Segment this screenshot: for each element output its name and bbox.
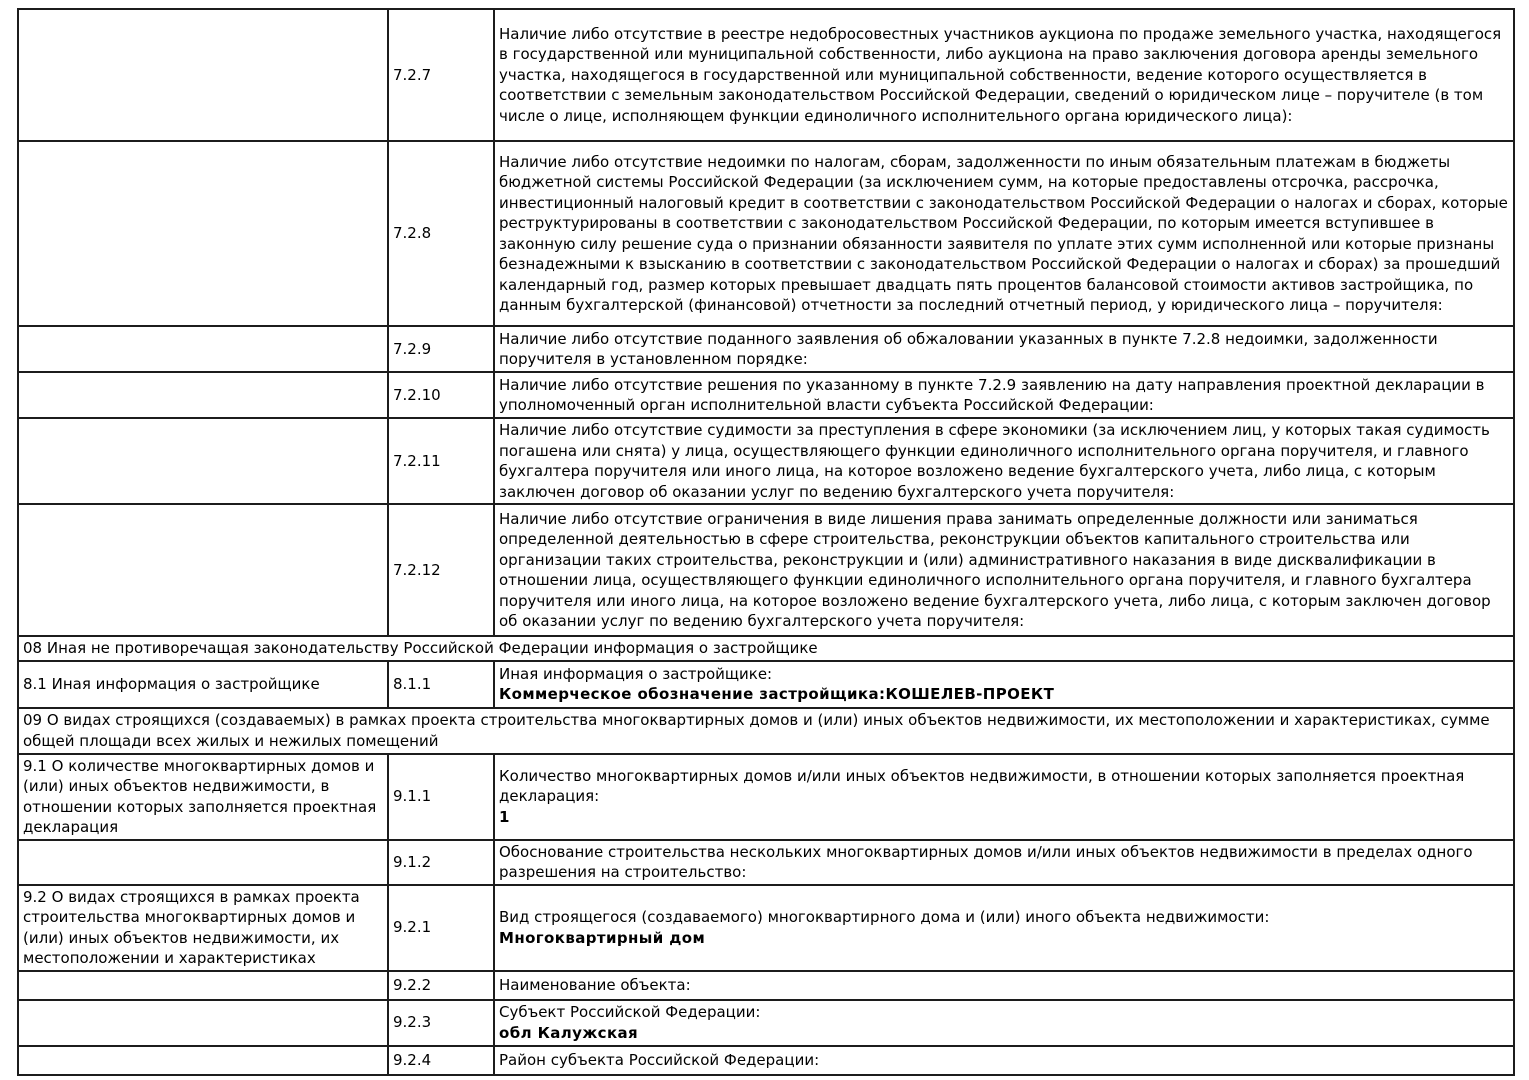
row-label-text: Субъект Российской Федерации: [499,1003,761,1021]
row-number: 7.2.10 [388,372,494,418]
row-label [494,885,1514,971]
table-row [18,418,1514,504]
row-label [494,840,1514,885]
row-label [494,661,1514,708]
table-row [18,971,1514,1000]
row-label-text: Количество многоквартирных домов и/или иных объектов недвижимости, в отношении которых заполняется проектная декларация: [499,766,1465,806]
row-number: 9.2.2 [388,971,494,1000]
row-label [494,372,1514,418]
category-cell [18,971,388,1000]
row-value: Многоквартирный дом [499,928,706,947]
row-label-text: Наименование объекта: [499,975,691,994]
row-value: Коммерческое обозначение застройщика:КОШЕЛЕВ-ПРОЕКТ [499,685,1055,703]
table-row [18,1046,1514,1075]
row-label-text: Наличие либо отсутствие ограничения в виде лишения права занимать определенные должности или заниматься определенной деятельностью в сфере строительства, реконструкции объектов капитального строительства или организации таких строительства, реконструкции и (или) административного наказания в виде дисквалификации в отношении лица, осуществляющего функции единоличного исполнительного органа поручителя, и главного бухгалтера поручителя или иного лица, на которое возложено ведение бухгалтерского учета, либо лица, с которым заключен договор об оказании услуг по ведению бухгалтерского учета поручителя: [499,509,1491,630]
row-number: 9.1.1 [388,754,494,840]
row-label-text: Обоснование строительства нескольких многоквартирных домов и/или иных объектов недвижимости в пределах одного разрешения на строительство: [499,842,1473,881]
row-label-text: Наличие либо отсутствие в реестре недобросовестных участников аукциона по продаже земельного участка, находящегося в государственной или муниципальной собственности, либо аукциона на право заключения договора аренды земельного участка, находящегося в государственной или муниципальной собственности, ведение которого осуществляется в соответствии с земельным законодательством Российской Федерации, сведений о юридическом лице – поручителе (в том числе о лице, исполняющем функции единоличного исполнительного органа юридического лица): [499,24,1502,125]
category-cell [18,141,388,326]
table-row [18,326,1514,372]
table-row [18,1000,1514,1046]
row-label [494,141,1514,326]
category-cell: 9.2 О видах строящихся в рамках проекта строительства многоквартирных домов и (или) иных объектов недвижимости, их местоположении и характеристиках [18,885,388,971]
table-row [18,141,1514,326]
row-number: 9.2.4 [388,1046,494,1075]
row-label-text: Наличие либо отсутствие судимости за преступления в сфере экономики (за исключением лиц, у которых такая судимость погашена или снята) у лица, осуществляющего функции единоличного исполнительного органа поручителя, и главного бухгалтера поручителя или иного лица, на которое возложено ведение бухгалтерского учета, либо лица, с которым заключен договор об оказании услуг по ведению бухгалтерского учета поручителя: [499,421,1490,501]
row-value: обл Калужская [499,1023,639,1042]
row-label-text: Район субъекта Российской Федерации: [499,1050,820,1069]
row-number: 7.2.9 [388,326,494,372]
row-label [494,971,1514,1000]
row-number: 7.2.12 [388,504,494,636]
section-header: 08 Иная не противоречащая законодательству Российской Федерации информация о застройщике [18,636,1514,661]
row-value: 1 [499,807,510,826]
section-row [18,636,1514,661]
category-cell [18,1046,388,1075]
row-number: 7.2.11 [388,418,494,504]
project-declaration-table [17,8,1515,1076]
row-label [494,9,1514,141]
category-cell [18,418,388,504]
row-label-text: Наличие либо отсутствие недоимки по налогам, сборам, задолженности по иным обязательным платежам в бюджеты бюджетной системы Российской Федерации (за исключением сумм, на которые предоставлены отсрочка, рассрочка, инвестиционный налоговый кредит в соответствии с законодательством Российской Федерации о налогах и сборах, которые реструктурированы в соответствии с законодательством Российской Федерации, по которым имеется вступившее в законную силу решение суда о признании обязанности заявителя по уплате этих сумм исполненной или которые признаны безнадежными к взысканию в соответствии с законодательством Российской Федерации о налогах и сборах) за прошедший календарный год, размер которых превышает двадцать пять процентов балансовой стоимости активов застройщика, по данным бухгалтерской (финансовой) отчетности за последний отчетный период, у юридического лица – поручителя: [499,152,1508,314]
row-number: 7.2.8 [388,141,494,326]
row-number: 9.2.3 [388,1000,494,1046]
table-row [18,840,1514,885]
row-label-text: Вид строящегося (создаваемого) многоквартирного дома и (или) иного объекта недвижимости: [499,908,1270,926]
category-cell [18,504,388,636]
row-label-text: Наличие либо отсутствие решения по указанному в пункте 7.2.9 заявлению на дату направления проектной декларации в уполномоченный орган исполнительной власти субъекта Российской Федерации: [499,375,1485,414]
category-cell [18,840,388,885]
row-label-text: Наличие либо отсутствие поданного заявления об обжаловании указанных в пункте 7.2.8 недоимки, задолженности поручителя в установленном порядке: [499,329,1438,368]
category-cell [18,1000,388,1046]
table-row [18,504,1514,636]
row-label [494,326,1514,372]
category-cell: 8.1 Иная информация о застройщике [18,661,388,708]
category-cell [18,326,388,372]
row-label-text: Иная информация о застройщике: [499,664,773,683]
category-cell: 9.1 О количестве многоквартирных домов и (или) иных объектов недвижимости, в отношении которых заполняется проектная декларация [18,754,388,840]
row-number: 9.1.2 [388,840,494,885]
row-label [494,504,1514,636]
row-label [494,754,1514,840]
row-number: 9.2.1 [388,885,494,971]
table-row [18,754,1514,840]
section-row [18,708,1514,754]
table-row [18,661,1514,708]
row-label [494,418,1514,504]
section-header: 09 О видах строящихся (создаваемых) в рамках проекта строительства многоквартирных домов и (или) иных объектов недвижимости, их местоположении и характеристиках, сумме общей площади всех жилых и нежилых помещений [18,708,1514,754]
row-number: 7.2.7 [388,9,494,141]
row-label [494,1046,1514,1075]
table-row [18,9,1514,141]
row-label [494,1000,1514,1046]
table-row [18,372,1514,418]
category-cell [18,372,388,418]
table-row [18,885,1514,971]
row-number: 8.1.1 [388,661,494,708]
category-cell [18,9,388,141]
